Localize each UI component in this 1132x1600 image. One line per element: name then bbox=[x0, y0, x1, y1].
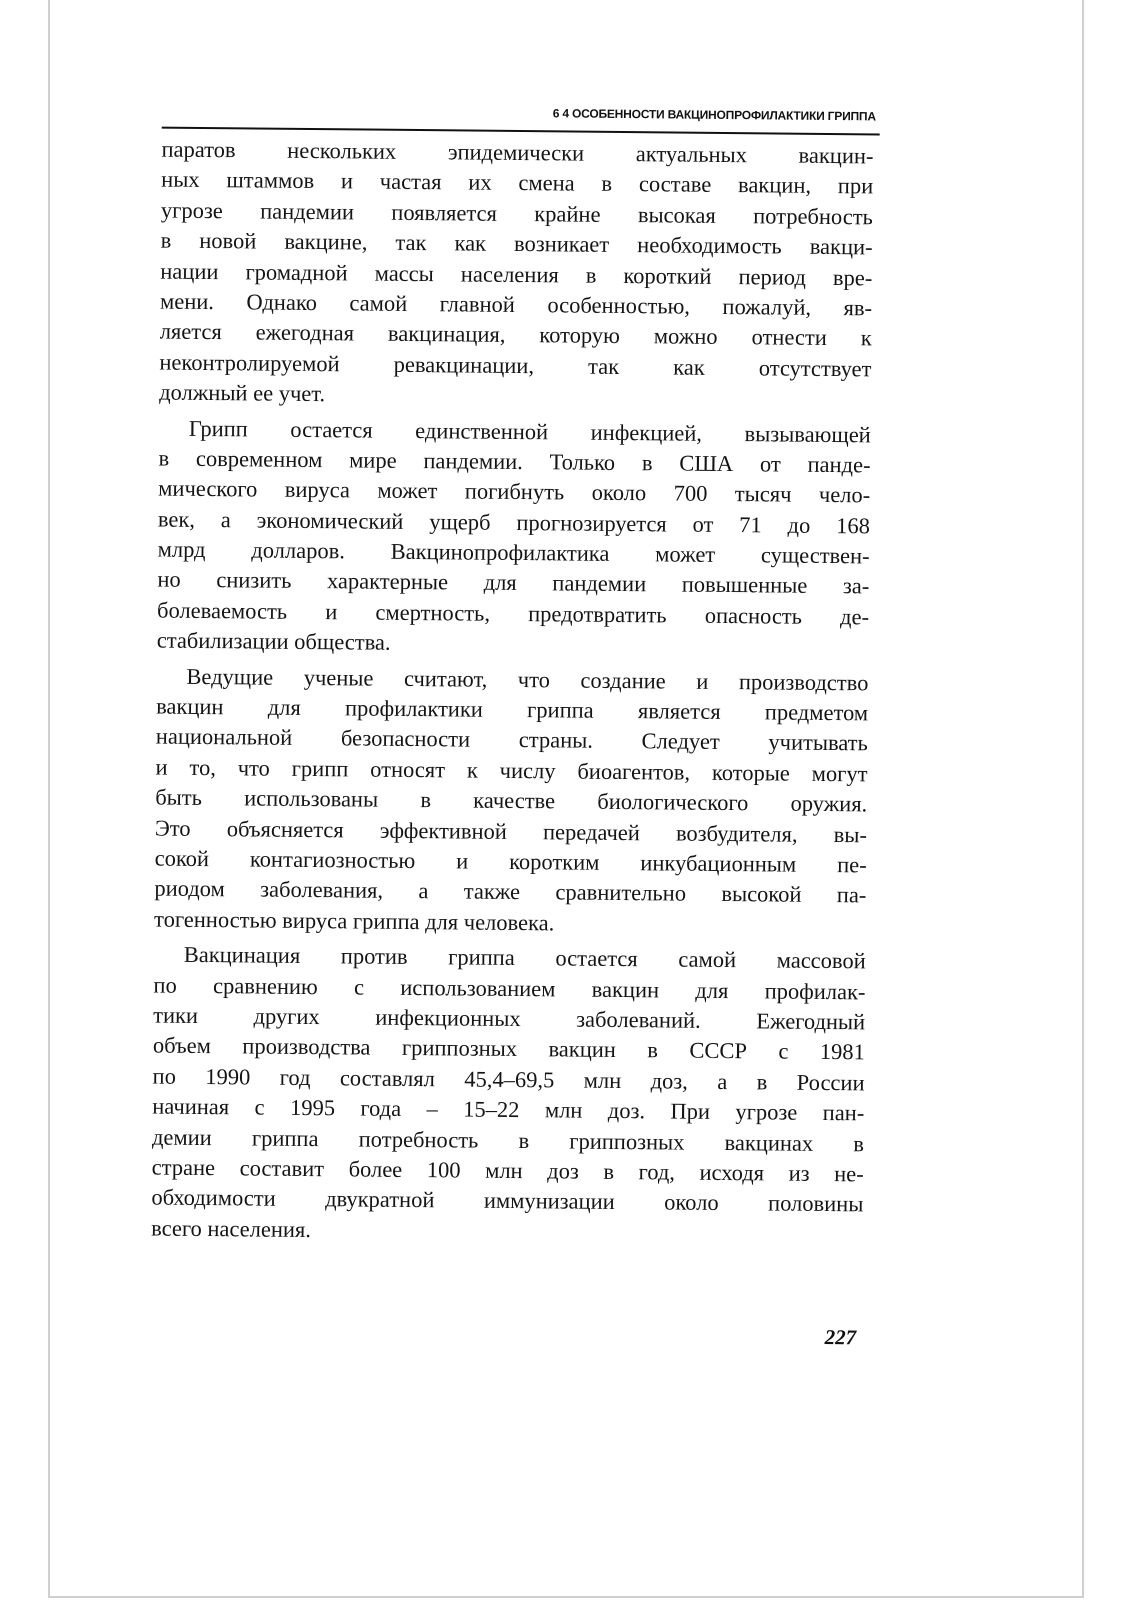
text-line: стране составит более 100 млн доз в год, исходя из не- bbox=[151, 1154, 864, 1187]
text-line: мени. Однако самой главной особенностью, пожалуй, яв- bbox=[159, 288, 873, 321]
text-line: неконтролируемой ревакцинации, так как отсутствует bbox=[159, 349, 872, 382]
running-head bbox=[158, 97, 880, 140]
text-line: мического вируса может погибнуть около 700 тысяч чело- bbox=[158, 475, 871, 508]
paragraph bbox=[154, 661, 869, 941]
text-line: начиная с 1995 года – 15–22 млн доз. При угрозе пан- bbox=[152, 1093, 865, 1126]
paragraph bbox=[159, 135, 874, 415]
text-line: болеваемость и смертность, предотвратить опасность де- bbox=[156, 597, 870, 630]
text-line: тики других инфекционных заболеваний. Ежегодный bbox=[153, 1002, 866, 1035]
text-line: национальной безопасности страны. Следует учитывать bbox=[155, 723, 868, 756]
text-line: угрозе пандемии появляется крайне высокая потребность bbox=[160, 197, 874, 230]
text-line: стабилизации общества. bbox=[156, 627, 391, 656]
text-line: по сравнению с использованием вакцин для профилак- bbox=[153, 972, 866, 1004]
text-line: демии гриппа потребность в гриппозных вакцинах в bbox=[151, 1124, 865, 1156]
header-rule bbox=[162, 127, 880, 136]
text-line: ных штаммов и частая их смена в составе вакцин, при bbox=[161, 166, 874, 199]
text-line: век, а экономический ущерб прогнозируется от 71 до 168 bbox=[157, 506, 871, 539]
text-line: сокой контагиозностью и коротким инкубационным пе- bbox=[154, 845, 867, 878]
text-line: обходимости двукратной иммунизации около половины bbox=[151, 1184, 864, 1217]
text-line: по 1990 год составлял 45,4–69,5 млн доз, а в России bbox=[152, 1063, 865, 1096]
text-line: тогенностью вируса гриппа для человека. bbox=[154, 906, 555, 936]
text-line: но снизить характерные для пандемии повышенные за- bbox=[157, 567, 870, 599]
text-line: в новой вакцине, так как возникает необходимость вакци- bbox=[160, 227, 873, 260]
book-page bbox=[146, 97, 880, 1364]
text-line: Вакцинация против гриппа остается самой массовой bbox=[183, 941, 866, 974]
paragraph bbox=[151, 940, 866, 1251]
text-line: риодом заболевания, а также сравнительно высокой па- bbox=[154, 875, 867, 908]
text-line: вакцин для профилактики гриппа является предметом bbox=[156, 693, 869, 726]
text-line: объем производства гриппозных вакцин в СССР с 1981 bbox=[152, 1032, 865, 1065]
paragraph bbox=[157, 413, 871, 663]
text-line: ляется ежегодная вакцинация, которую можно отнести к bbox=[159, 318, 872, 351]
text-line: и то, что грипп относят к числу биоагентов, которые могут bbox=[155, 754, 868, 787]
text-line: млрд долларов. Вакцинопрофилактика может существен- bbox=[157, 536, 870, 569]
text-line: должный ее учет. bbox=[159, 379, 326, 407]
text-line: в современном мире пандемии. Только в США от панде- bbox=[158, 445, 871, 478]
running-head-title: 6 4 ОСОБЕННОСТИ ВАКЦИНОПРОФИЛАКТИКИ ГРИППА bbox=[552, 106, 876, 124]
text-line: всего населения. bbox=[151, 1215, 312, 1242]
text-line: Ведущие ученые считают, что создание и производство bbox=[186, 663, 869, 696]
body-text bbox=[151, 135, 874, 1256]
text-line: быть использованы в качестве биологического оружия. bbox=[155, 784, 868, 817]
text-line: Грипп остается единственной инфекцией, вызывающей bbox=[188, 415, 871, 447]
page-number: 227 bbox=[824, 1324, 857, 1350]
text-line: нации громадной массы населения в короткий период вре- bbox=[160, 258, 873, 290]
text-line: паратов нескольких эпидемически актуальных вакцин- bbox=[161, 136, 874, 169]
text-line: Это объясняется эффективной передачей возбудителя, вы- bbox=[154, 815, 868, 847]
